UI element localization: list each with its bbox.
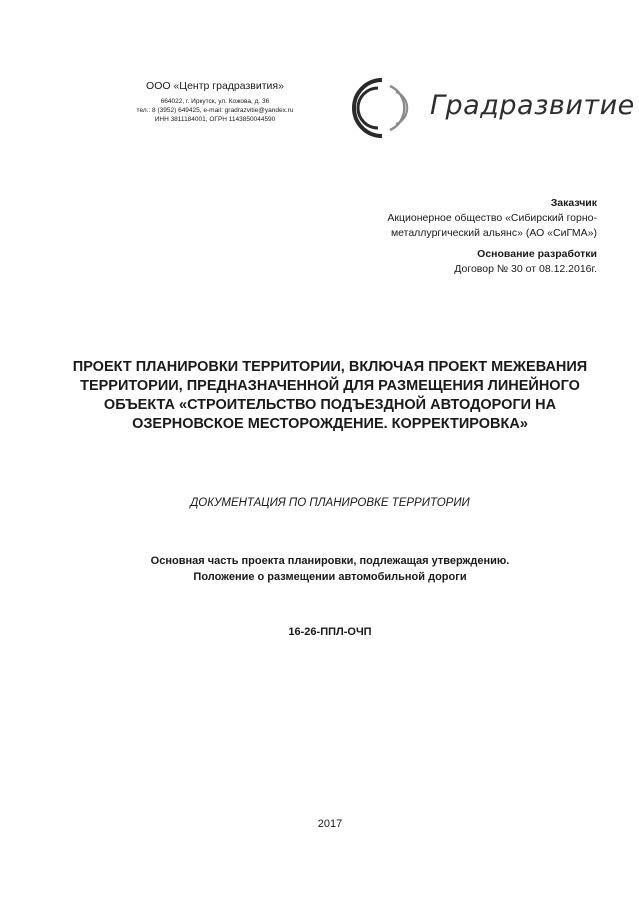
logo-text: Градразвитие: [430, 90, 635, 121]
document-description: [60, 553, 600, 585]
document-code: 16-26-ППЛ-ОЧП: [288, 626, 372, 638]
client-label: Заказчик: [550, 197, 597, 209]
organization-block: [100, 80, 330, 124]
company-logo: [338, 72, 635, 144]
description-line: Основная часть проекта планировки, подлежащая утверждению.: [150, 555, 510, 567]
title-line: ОЗЕРНОВСКОЕ МЕСТОРОЖДЕНИЕ. КОРРЕКТИРОВКА»: [132, 416, 528, 432]
logo-mark-icon: [338, 72, 428, 144]
basis-value: Договор № 30 от 08.12.2016г.: [454, 263, 597, 275]
title-line: ТЕРРИТОРИИ, ПРЕДНАЗНАЧЕННОЙ ДЛЯ РАЗМЕЩЕНИЯ ЛИНЕЙНОГО: [80, 378, 580, 394]
basis-label: Основание разработки: [477, 248, 597, 260]
client-name-line2: металлургический альянс» (АО «СиГМА»): [390, 227, 597, 239]
title-line: ПРОЕКТ ПЛАНИРОВКИ ТЕРРИТОРИИ, ВКЛЮЧАЯ ПРОЕКТ МЕЖЕВАНИЯ: [72, 359, 588, 375]
client-name-line1: Акционерное общество «Сибирский горно-: [387, 212, 597, 224]
organization-ids: ИНН 3811184001, ОГРН 1143850044590: [154, 116, 276, 123]
organization-contacts: тел.: 8 (3952) 649425, e-mail: gradrazvitie@yandex.ru: [136, 107, 294, 114]
document-title: [60, 358, 600, 434]
document-subtitle: ДОКУМЕНТАЦИЯ ПО ПЛАНИРОВКЕ ТЕРРИТОРИИ: [190, 497, 470, 509]
organization-address: 664022, г. Иркутск, ул. Кожова, д. 36: [160, 98, 270, 105]
client-block: [297, 196, 597, 277]
organization-name: ООО «Центр градразвития»: [146, 80, 284, 92]
title-line: ОБЪЕКТА «СТРОИТЕЛЬСТВО ПОДЪЕЗДНОЙ АВТОДОРОГИ НА: [103, 397, 557, 413]
document-year: 2017: [317, 818, 343, 830]
description-line: Положение о размещении автомобильной дороги: [193, 571, 467, 583]
